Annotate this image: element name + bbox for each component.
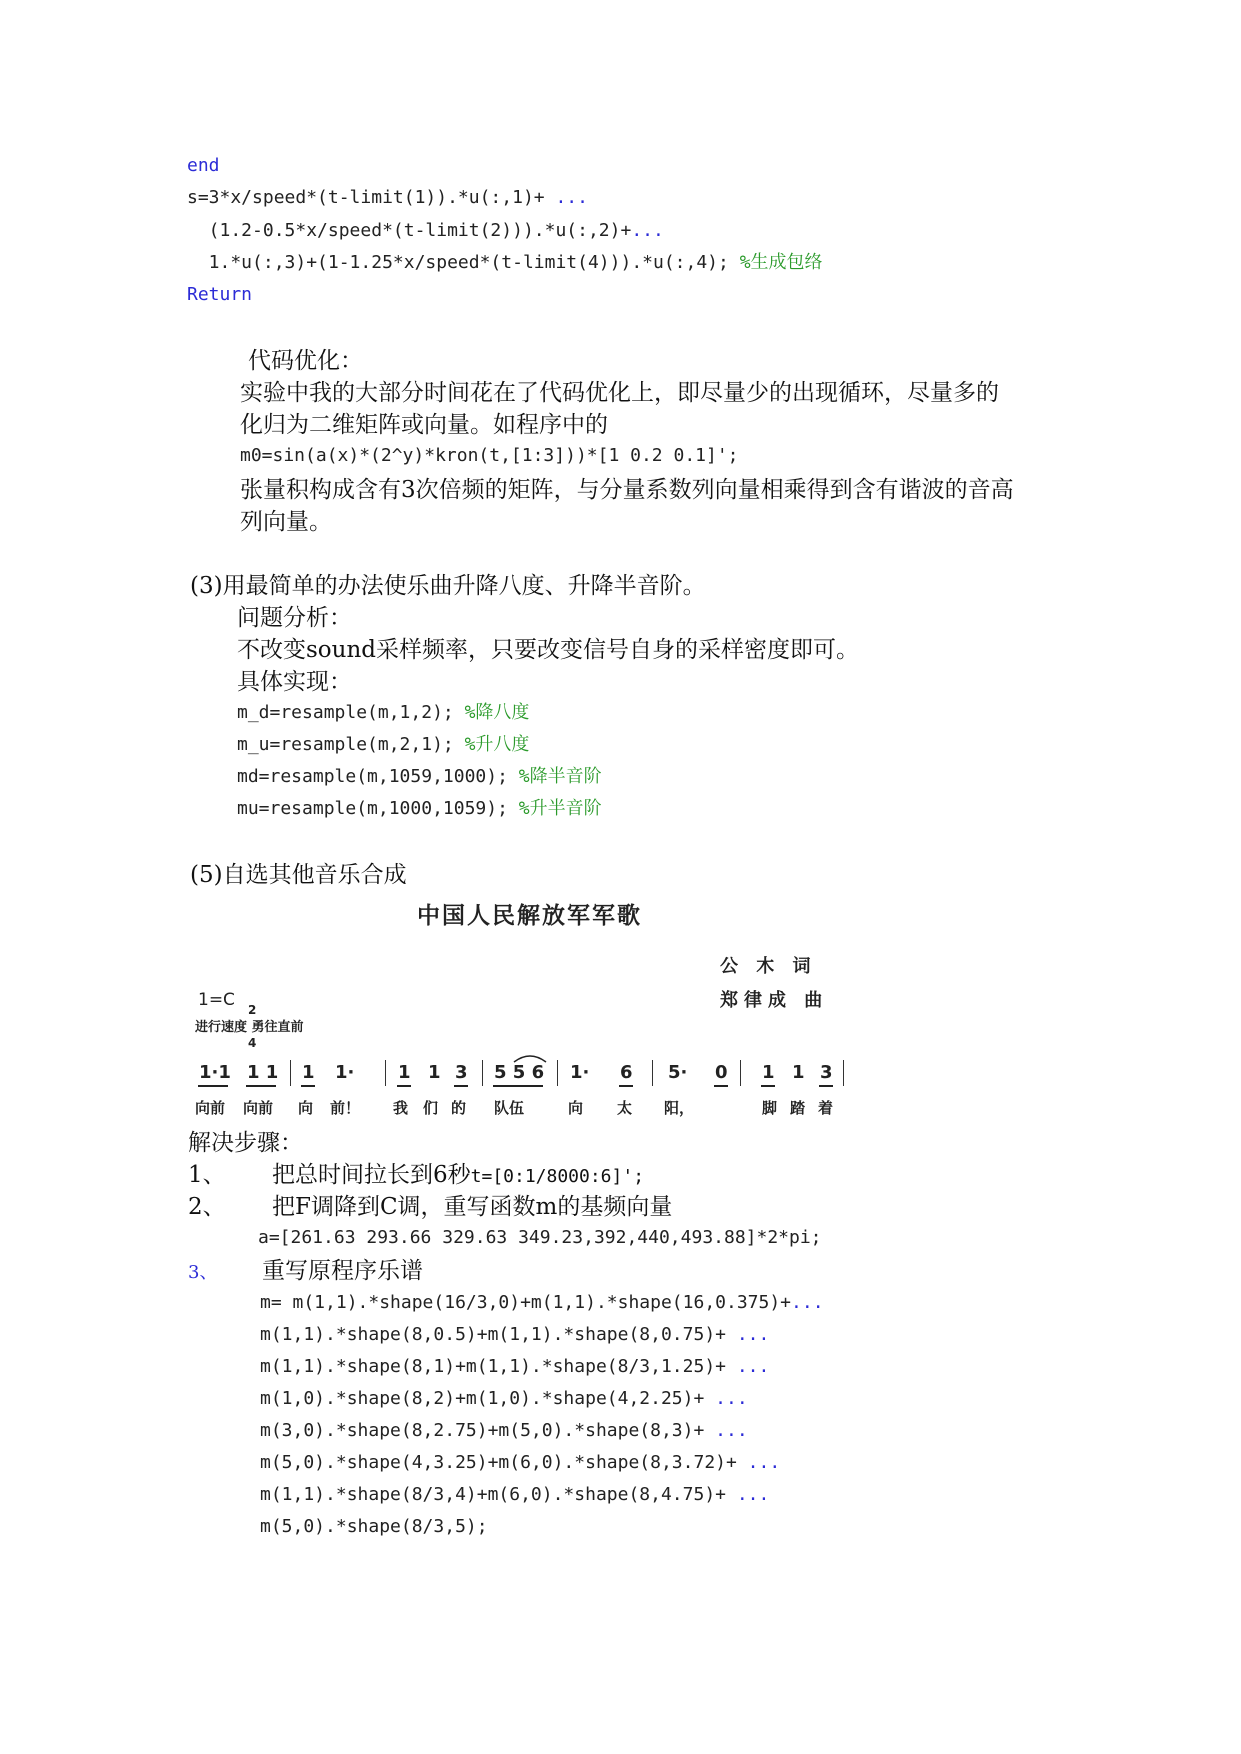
step3-code-line — [260, 1388, 748, 1410]
tempo-marking: 进行速度 勇往直前 — [195, 1020, 304, 1035]
step3-code-line — [260, 1516, 488, 1538]
return-keyword: Return — [187, 284, 253, 305]
composer-credit: 郑律成 曲 — [720, 990, 829, 1011]
score-note: 1· — [335, 1062, 355, 1083]
code-text: mu=resample(m,1000,1059); — [237, 798, 519, 819]
step3-code-line — [260, 1292, 824, 1314]
opt-heading: 代码优化： — [248, 348, 363, 374]
analysis-text: 不改变sound采样频率，只要改变信号自身的采样密度即可。 — [237, 637, 859, 663]
code-comment: %升半音阶 — [518, 798, 602, 819]
code-text: m(5,0).*shape(8/3,5); — [260, 1516, 488, 1537]
score-lyric: 向前 — [195, 1099, 226, 1117]
code-text: m(1,1).*shape(8/3,4)+m(6,0).*shape(8,4.75)+ — [260, 1484, 737, 1505]
opt-para2-line1: 张量积构成含有3次倍频的矩阵，与分量系数列向量相乘得到含有谐波的音高 — [240, 477, 1014, 503]
code-text: m_u=resample(m,2,1); — [237, 734, 465, 755]
code-text: m= m(1,1).*shape(16/3,0)+m(1,1).*shape(16,0.375)+ — [260, 1292, 792, 1313]
continuation-dots: ... — [747, 1452, 781, 1473]
analysis-label: 问题分析： — [237, 605, 352, 631]
score-lyric: 前！ — [330, 1099, 361, 1117]
section5-title: (5)自选其他音乐合成 — [190, 862, 407, 888]
code-text: 1.*u(:,3)+(1-1.25*x/speed*(t-limit(4))).*u(:,4); — [187, 252, 740, 273]
opt-para2-line2: 列向量。 — [240, 509, 332, 535]
code-text: m(1,1).*shape(8,0.5)+m(1,1).*shape(8,0.75)+ — [260, 1324, 737, 1345]
slur-mark — [512, 1052, 548, 1064]
beam-line — [619, 1085, 633, 1087]
steps-label: 解决步骤： — [188, 1130, 303, 1156]
score-note: 1 — [398, 1062, 411, 1083]
impl-code-line — [237, 798, 602, 820]
step-code: t=[0:1/8000:6]'; — [470, 1166, 645, 1187]
code-text: m(3,0).*shape(8,2.75)+m(5,0).*shape(8,3)+ — [260, 1420, 716, 1441]
step-text: 把总时间拉长到6秒 — [272, 1162, 471, 1188]
code-text: md=resample(m,1059,1000); — [237, 766, 519, 787]
bar-line — [290, 1060, 291, 1086]
score-note: 1 — [302, 1062, 315, 1083]
opt-para1-line2: 化归为二维矩阵或向量。如程序中的 — [240, 412, 608, 438]
step2-code: a=[261.63 293.66 329.63 349.23,392,440,493.88]*2*pi; — [258, 1227, 822, 1248]
score-note: 1 — [428, 1062, 441, 1083]
lyricist-credit: 公 木 词 — [720, 956, 817, 977]
score-lyric: 踏 — [790, 1099, 806, 1117]
step2-text: 把F调降到C调，重写函数m的基频向量 — [272, 1194, 673, 1220]
score-lyric: 向前 — [243, 1099, 274, 1117]
beam-line — [819, 1085, 833, 1087]
beam-line — [246, 1085, 276, 1087]
score-lyric: 我 — [393, 1099, 409, 1117]
impl-code-line — [237, 702, 529, 724]
step3-code-line — [260, 1356, 769, 1378]
bar-line — [652, 1060, 653, 1086]
continuation-dots: ... — [555, 187, 588, 208]
step1-text — [272, 1160, 644, 1192]
score-note: 5 5 6 — [494, 1062, 545, 1083]
score-note: 1 — [792, 1062, 805, 1083]
impl-label: 具体实现： — [237, 669, 352, 695]
step3-number: 3、 — [188, 1262, 218, 1283]
score-lyric: 们 — [423, 1099, 439, 1117]
score-note: 1· — [570, 1062, 590, 1083]
code-text: m(1,0).*shape(8,2)+m(1,0).*shape(4,2.25)+ — [260, 1388, 716, 1409]
score-lyric: 队伍 — [494, 1099, 525, 1117]
continuation-dots: ... — [631, 220, 664, 241]
beam-line — [493, 1085, 543, 1087]
score-note: 3 — [455, 1062, 468, 1083]
step3-code-line — [260, 1324, 769, 1346]
code-text: m(5,0).*shape(4,3.25)+m(6,0).*shape(8,3.72)+ — [260, 1452, 748, 1473]
bar-line — [843, 1060, 844, 1086]
continuation-dots: ... — [736, 1356, 770, 1377]
continuation-dots: ... — [715, 1420, 748, 1441]
impl-code-line — [237, 734, 529, 756]
step3-code-line — [260, 1484, 769, 1506]
beam-line — [761, 1085, 775, 1087]
score-lyric: 阳， — [664, 1099, 695, 1117]
continuation-dots: ... — [791, 1292, 824, 1313]
score-note: 5· — [668, 1062, 688, 1083]
code-comment: %升八度 — [464, 734, 530, 755]
score-note: 0 — [715, 1062, 728, 1083]
code-text: s=3*x/speed*(t-limit(1)).*u(:,1)+ — [187, 187, 556, 208]
step1-number: 1、 — [188, 1162, 226, 1188]
code-line-2 — [187, 220, 664, 242]
code-line-s — [187, 187, 588, 209]
time-bottom: 4 — [248, 1036, 257, 1050]
score-lyric: 的 — [451, 1099, 467, 1117]
section3-title: (3)用最简单的办法使乐曲升降八度、升降半音阶。 — [190, 573, 706, 599]
bar-line — [740, 1060, 741, 1086]
score-lyric: 向 — [298, 1099, 314, 1117]
step3-code-line — [260, 1420, 748, 1442]
code-comment: %生成包络 — [739, 252, 823, 273]
code-text: (1.2-0.5*x/speed*(t-limit(2))).*u(:,2)+ — [187, 220, 632, 241]
step2-number: 2、 — [188, 1194, 226, 1220]
end-keyword: end — [187, 155, 220, 176]
continuation-dots: ... — [736, 1324, 770, 1345]
beam-line — [301, 1085, 315, 1087]
opt-code: m0=sin(a(x)*(2^y)*kron(t,[1:3]))*[1 0.2 0.1]'; — [240, 445, 739, 466]
code-text: m_d=resample(m,1,2); — [237, 702, 465, 723]
beam-line — [198, 1085, 228, 1087]
score-title: 中国人民解放军军歌 — [417, 903, 642, 929]
step3-code-line — [260, 1452, 780, 1474]
score-note: 3 — [820, 1062, 833, 1083]
bar-line — [557, 1060, 558, 1086]
beam-line — [714, 1085, 728, 1087]
score-lyric: 脚 — [762, 1099, 778, 1117]
bar-line — [385, 1060, 386, 1086]
score-note: 1·1 — [199, 1062, 231, 1083]
key-signature: 1=C — [198, 990, 235, 1010]
step3-text: 重写原程序乐谱 — [262, 1258, 423, 1284]
code-comment: %降半音阶 — [518, 766, 602, 787]
score-lyric: 太 — [617, 1099, 633, 1117]
bar-line — [482, 1060, 483, 1086]
continuation-dots: ... — [715, 1388, 748, 1409]
score-note: 1 1 — [247, 1062, 279, 1083]
beam-line — [397, 1085, 411, 1087]
score-note: 6 — [620, 1062, 633, 1083]
beam-line — [454, 1085, 468, 1087]
score-lyric: 向 — [568, 1099, 584, 1117]
time-top: 2 — [248, 1003, 257, 1017]
score-note: 1 — [762, 1062, 775, 1083]
score-lyric: 着 — [818, 1099, 834, 1117]
code-comment: %降八度 — [464, 702, 530, 723]
code-text: m(1,1).*shape(8,1)+m(1,1).*shape(8/3,1.25)+ — [260, 1356, 737, 1377]
code-line-3 — [187, 252, 823, 274]
opt-para1-line1: 实验中我的大部分时间花在了代码优化上，即尽量少的出现循环，尽量多的 — [240, 380, 999, 406]
continuation-dots: ... — [736, 1484, 770, 1505]
impl-code-line — [237, 766, 602, 788]
